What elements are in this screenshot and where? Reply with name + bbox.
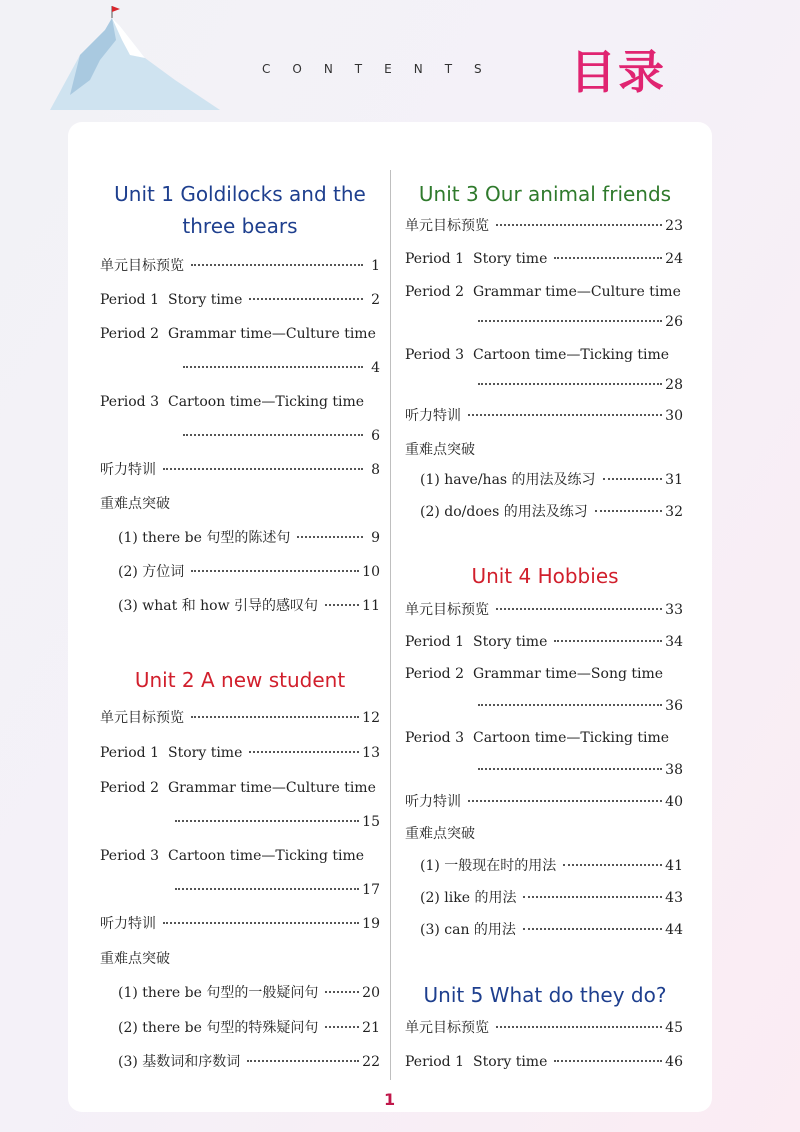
toc-entry[interactable]: (2) 方位词 10 (118, 564, 380, 580)
toc-entry[interactable]: 单元目标预览 1 (100, 258, 380, 274)
toc-entry-continuation[interactable]: 15 (172, 812, 380, 832)
unit-4-title: Unit 4 Hobbies (471, 564, 619, 588)
toc-entry[interactable]: (2) do/does 的用法及练习 32 (420, 504, 683, 520)
toc-entry[interactable]: Period 2 Grammar time—Culture time (405, 284, 681, 300)
contents-heading-cn: 目录 (570, 45, 666, 99)
toc-entry-continuation[interactable]: 26 (475, 312, 683, 332)
toc-entry[interactable]: Period 1 Story time 46 (405, 1054, 683, 1070)
toc-entry[interactable]: (3) 基数词和序数词 22 (118, 1054, 380, 1070)
unit-2-title: Unit 2 A new student (134, 668, 346, 692)
toc-entry[interactable]: Period 3 Cartoon time—Ticking time (100, 394, 365, 410)
page-number: 1 (384, 1090, 396, 1109)
toc-entry[interactable]: Period 3 Cartoon time—Ticking time (405, 730, 670, 746)
unit-3-title: Unit 3 Our animal friends (418, 182, 672, 206)
toc-entry[interactable]: Period 1 Story time 2 (100, 292, 380, 308)
contents-heading-en: CONTENTS (262, 62, 504, 76)
toc-entry[interactable]: Period 3 Cartoon time—Ticking time (405, 347, 670, 363)
toc-entry[interactable]: 单元目标预览 23 (405, 218, 683, 234)
toc-entry[interactable]: 单元目标预览 45 (405, 1020, 683, 1036)
toc-entry-continuation[interactable]: 4 (180, 358, 380, 378)
toc-entry[interactable]: (2) like 的用法 43 (420, 890, 683, 906)
toc-entry[interactable]: Period 2 Grammar time—Culture time (100, 326, 376, 342)
section-label: 重难点突破 (405, 442, 475, 458)
toc-entry[interactable]: (1) have/has 的用法及练习 31 (420, 472, 683, 488)
toc-entry-continuation[interactable]: 38 (475, 760, 683, 780)
toc-entry[interactable]: Period 3 Cartoon time—Ticking time (100, 848, 365, 864)
unit-1-title: Unit 1 Goldilocks and the three bears (114, 182, 366, 238)
toc-entry[interactable]: (1) there be 句型的陈述句 9 (118, 530, 380, 546)
unit-5-title: Unit 5 What do they do? (423, 983, 667, 1007)
toc-entry[interactable]: Period 1 Story time 13 (100, 745, 380, 761)
section-label: 重难点突破 (405, 826, 475, 842)
toc-entry[interactable]: 单元目标预览 12 (100, 710, 380, 726)
toc-entry[interactable]: (1) 一般现在时的用法 41 (420, 858, 683, 874)
column-divider (390, 170, 391, 1080)
toc-entry-continuation[interactable]: 36 (475, 696, 683, 716)
mountain-illustration (50, 0, 220, 110)
toc-entry-continuation[interactable]: 6 (180, 426, 380, 446)
toc-entry[interactable]: Period 1 Story time 24 (405, 251, 683, 267)
toc-entry[interactable]: Period 2 Grammar time—Song time (405, 666, 664, 682)
toc-entry[interactable]: 听力特训 19 (100, 916, 380, 932)
toc-entry[interactable]: (2) there be 句型的特殊疑问句 21 (118, 1020, 380, 1036)
section-label: 重难点突破 (100, 496, 170, 512)
toc-entry[interactable]: 单元目标预览 33 (405, 602, 683, 618)
toc-entry[interactable]: Period 1 Story time 34 (405, 634, 683, 650)
toc-entry[interactable]: 听力特训 40 (405, 794, 683, 810)
toc-entry[interactable]: Period 2 Grammar time—Culture time (100, 780, 376, 796)
flag-icon (112, 6, 120, 12)
toc-entry-continuation[interactable]: 28 (475, 375, 683, 395)
toc-entry[interactable]: (1) there be 句型的一般疑问句 20 (118, 985, 380, 1001)
toc-entry-continuation[interactable]: 17 (172, 880, 380, 900)
toc-entry[interactable]: (3) what 和 how 引导的感叹句 11 (118, 598, 380, 614)
toc-entry[interactable]: (3) can 的用法 44 (420, 922, 683, 938)
toc-entry[interactable]: 听力特训 30 (405, 408, 683, 424)
toc-entry[interactable]: 听力特训 8 (100, 462, 380, 478)
section-label: 重难点突破 (100, 951, 170, 967)
